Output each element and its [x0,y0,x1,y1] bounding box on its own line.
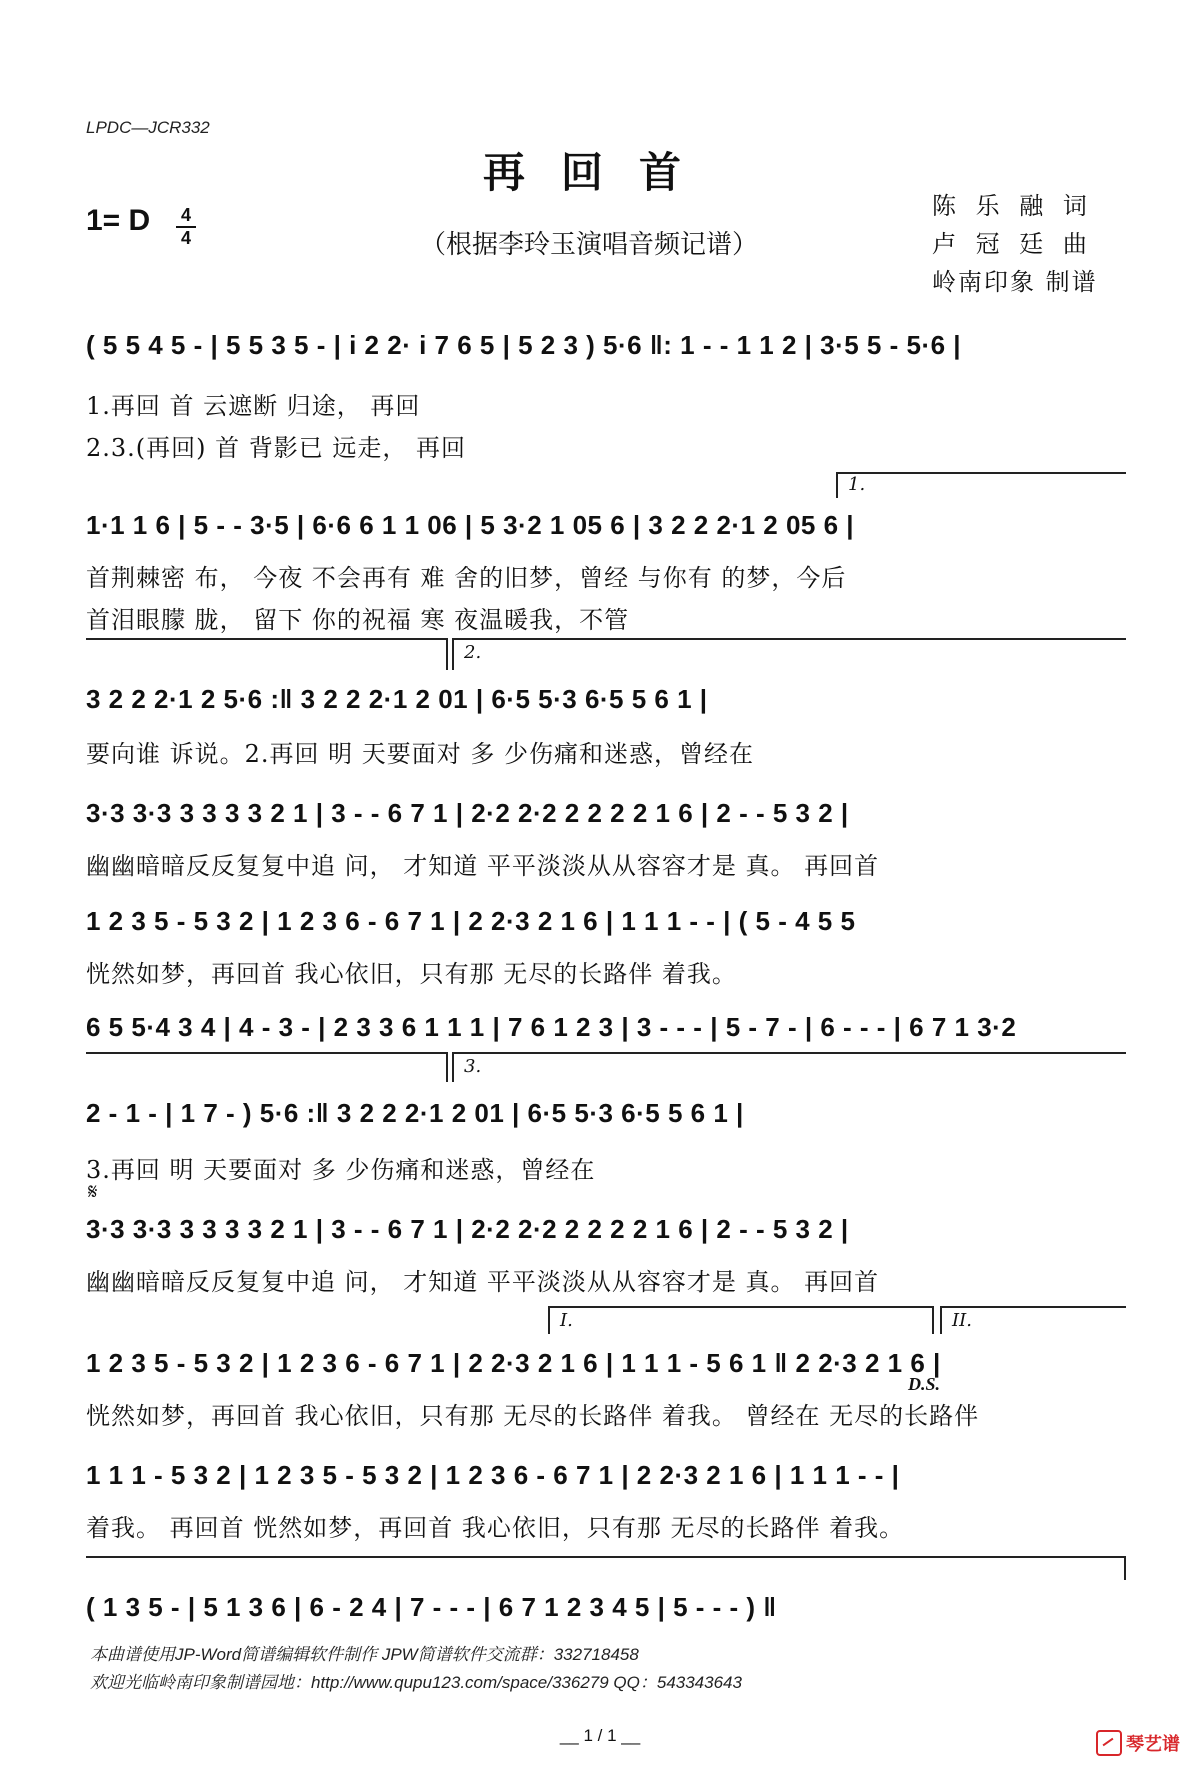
notation-line: ( 5 5 4 5 - | 5 5 3 5 - | i 2 2· i 7 6 5 | 5 2 3 ) 5·6 ‖: 1 - - 1 1 2 | 3·5 5 - 5·6 | [86,330,962,360]
lyric-line: 1.再回 首 云遮断 归途， 再回 [86,392,421,420]
ds-marking: D.S. [908,1374,941,1394]
lyric-line: 恍然如梦，再回首 我心依旧，只有那 无尽的长路伴 着我。 曾经在 无尽的长路伴 [86,1402,980,1430]
volta-bracket [940,1306,942,1334]
composer-credit: 卢 冠 廷 曲 [932,230,1093,258]
volta-bracket [86,1052,448,1054]
volta-bracket [452,1052,454,1082]
lyric-line: 恍然如梦，再回首 我心依旧，只有那 无尽的长路伴 着我。 [86,960,737,988]
coda-bracket [86,1556,1126,1558]
notation-line: 6 5 5·4 3 4 | 4 - 3 - | 2 3 3 6 1 1 1 | 7 6 1 2 3 | 3 - - - | 5 - 7 - | 6 - - - | 6 7 1 3·2 [86,1012,1017,1042]
subtitle: （根据李玲玉演唱音频记谱） [420,230,759,260]
score-code: LPDC—JCR332 [86,118,210,137]
song-title: 再回首 [482,148,717,197]
time-signature-bottom: 4 [180,228,191,248]
notation-line: ( 1 3 5 - | 5 1 3 6 | 6 - 2 4 | 7 - - - | 6 7 1 2 3 4 5 | 5 - - - ) ‖ [86,1592,777,1622]
page-number: __ 1 / 1 __ [559,1726,641,1745]
arranger-credit: 岭南印象 制谱 [932,268,1098,296]
volta-bracket [940,1306,1126,1308]
volta-label: 2. [464,642,482,663]
notation-line: 3·3 3·3 3 3 3 3 2 1 | 3 - - 6 7 1 | 2·2 2·2 2 2 2 2 1 6 | 2 - - 5 3 2 | [86,798,849,828]
volta-bracket [446,638,448,670]
lyric-line: 3.再回 明 天要面对 多 少伤痛和迷惑，曾经在 [86,1156,596,1184]
volta-bracket [932,1306,934,1334]
key-signature: 1= D [86,204,151,237]
volta-bracket [452,1052,1126,1054]
notation-line: 1·1 1 6 | 5 - - 3·5 | 6·6 6 1 1 06 | 5 3·2 1 05 6 | 3 2 2 2·1 2 05 6 | [86,510,855,540]
site-note: 欢迎光临岭南印象制谱园地：http://www.qupu123.com/space/336279 QQ：543343643 [90,1673,742,1692]
notation-line: 2 - 1 - | 1 7 - ) 5·6 :‖ 3 2 2 2·1 2 01 | 6·5 5·3 6·5 5 6 1 | [86,1098,744,1128]
volta-bracket [446,1052,448,1082]
lyric-line: 要向谁 诉说。2.再回 明 天要面对 多 少伤痛和迷惑，曾经在 [86,740,755,768]
coda-bracket [1124,1556,1126,1580]
brand-name: 琴艺谱 [1126,1734,1180,1755]
lyric-line: 首荆棘密 布， 今夜 不会再有 难 舍的旧梦，曾经 与你有 的梦，今后 [86,564,847,592]
volta-label: II. [952,1310,972,1331]
lyric-line: 着我。 再回首 恍然如梦，再回首 我心依旧，只有那 无尽的长路伴 着我。 [86,1514,905,1542]
volta-bracket [548,1306,932,1308]
lyricist-credit: 陈 乐 融 词 [932,192,1093,220]
volta-label: 1. [848,474,866,495]
lyric-line: 首泪眼朦 胧， 留下 你的祝福 寒 夜温暖我，不管 [86,606,630,634]
notation-line: 1 2 3 5 - 5 3 2 | 1 2 3 6 - 6 7 1 | 2 2·3 2 1 6 | 1 1 1 - - | ( 5 - 4 5 5 [86,906,856,936]
notation-line: 3·3 3·3 3 3 3 3 2 1 | 3 - - 6 7 1 | 2·2 2·2 2 2 2 2 1 6 | 2 - - 5 3 2 | [86,1214,849,1244]
brand-icon [1096,1730,1122,1756]
volta-bracket [836,472,1126,474]
notation-line: 3 2 2 2·1 2 5·6 :‖ 3 2 2 2·1 2 01 | 6·5 5·3 6·5 5 6 1 | [86,684,708,714]
volta-bracket [452,638,454,670]
notation-line: 1 1 1 - 5 3 2 | 1 2 3 5 - 5 3 2 | 1 2 3 6 - 6 7 1 | 2 2·3 2 1 6 | 1 1 1 - - | [86,1460,900,1490]
lyric-line: 幽幽暗暗反反复复中追 问， 才知道 平平淡淡从从容容才是 真。 再回首 [86,1268,880,1296]
volta-label: 3. [464,1056,482,1077]
time-signature-top: 4 [180,205,191,225]
volta-bracket [548,1306,550,1334]
lyric-line: 2.3.(再回) 首 背影已 远走， 再回 [86,434,467,462]
volta-label: I. [560,1310,573,1331]
segno-sign: 𝄋 [88,1180,98,1205]
lyric-line: 幽幽暗暗反反复复中追 问， 才知道 平平淡淡从从容容才是 真。 再回首 [86,852,880,880]
time-signature [176,206,196,248]
software-note: 本曲谱使用JP-Word简谱编辑软件制作 JPW简谱软件交流群：332718458 [90,1645,639,1664]
volta-bracket [836,472,838,498]
volta-bracket [452,638,1126,640]
volta-bracket [86,638,448,640]
brand-logo [1096,1730,1180,1756]
notation-line: 1 2 3 5 - 5 3 2 | 1 2 3 6 - 6 7 1 | 2 2·3 2 1 6 | 1 1 1 - 5 6 1 ‖ 2 2·3 2 1 6 | [86,1348,941,1378]
